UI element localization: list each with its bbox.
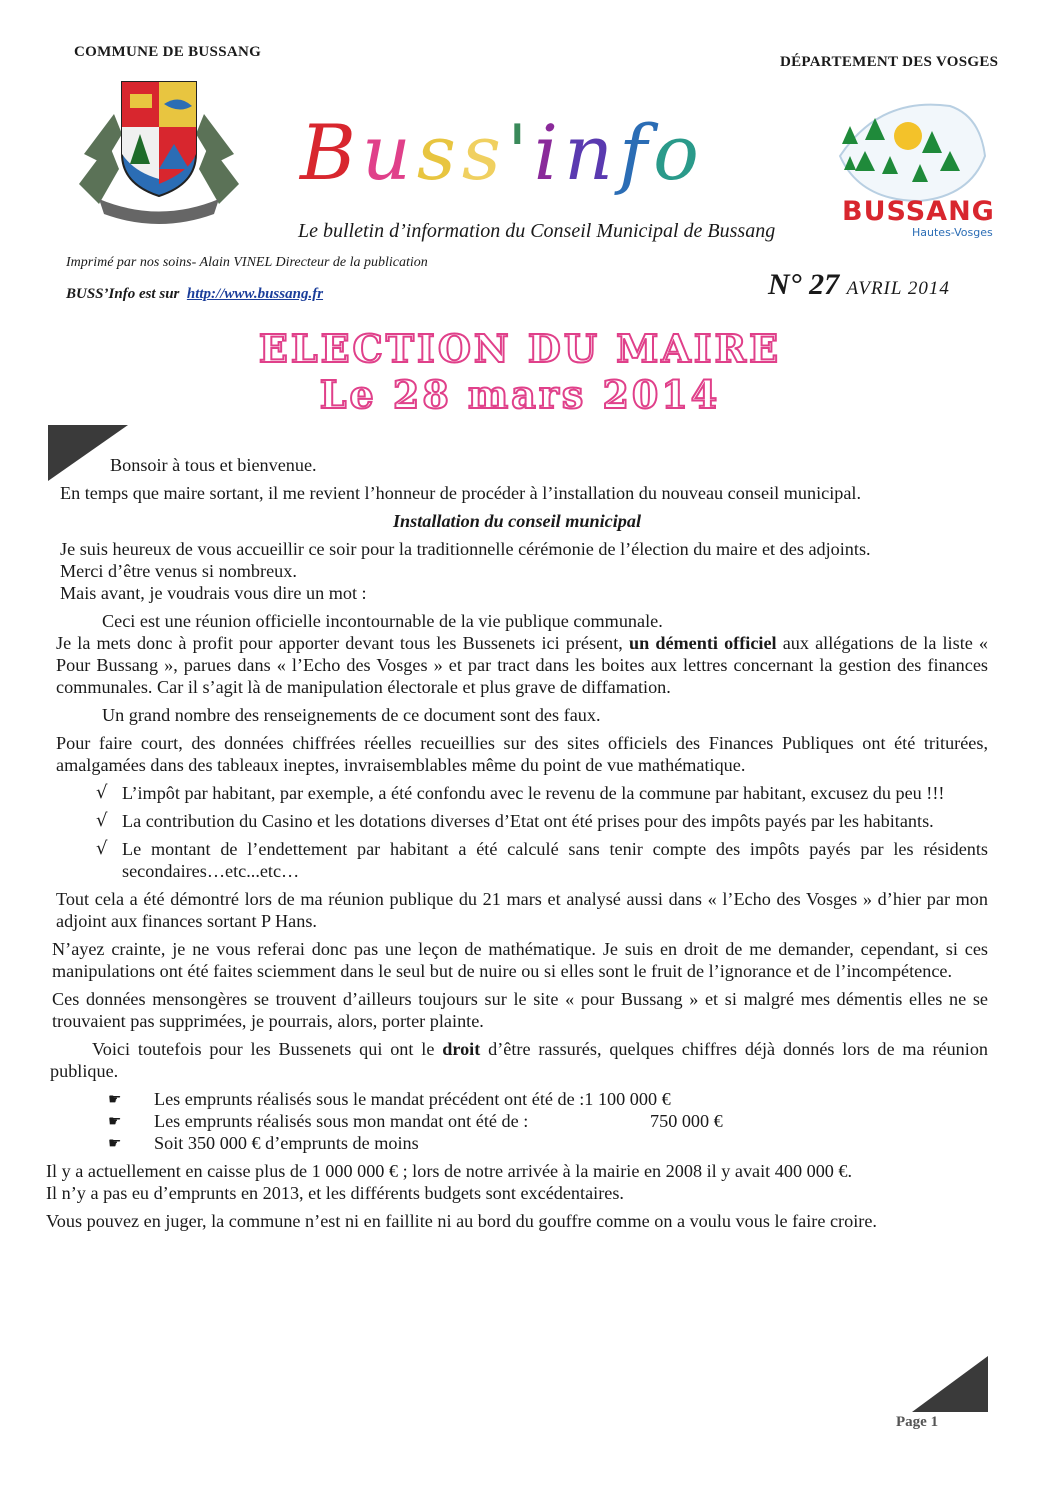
- newsletter-subtitle: Le bulletin d’information du Conseil Municipal de Bussang: [298, 220, 776, 242]
- section-title: Installation du conseil municipal: [392, 511, 642, 531]
- check-item: [46, 838, 988, 882]
- paragraph: Ces données mensongères se trouvent d’ailleurs toujours sur le site « pour Bussang » et si malgré mes démentis elles ne se trouvaient pas supprimées, je pourrais, alors, porter plainte.: [52, 989, 988, 1031]
- check-icon: √: [96, 782, 108, 803]
- check-icon: √: [96, 838, 108, 859]
- paragraph: En temps que maire sortant, il me revient l’honneur de procéder à l’installation du nouveau conseil municipal.: [60, 483, 862, 503]
- newsletter-title: Buss'info: [300, 108, 705, 197]
- paragraph: Vous pouvez en juger, la commune n’est ni en faillite ni au bord du gouffre comme on a voulu vous le faire croire.: [46, 1211, 877, 1231]
- headline-line-2: Le 28 mars 2014: [319, 372, 721, 417]
- paragraph: Un grand nombre des renseignements de ce document sont des faux.: [102, 705, 601, 725]
- website-link[interactable]: http://www.bussang.fr: [186, 286, 324, 302]
- publisher-line: Imprimé par nos soins- Alain VINEL Directeur de la publication: [66, 255, 428, 270]
- greeting: Bonsoir à tous et bienvenue.: [110, 455, 317, 475]
- list-item: [46, 1088, 988, 1110]
- text-span: aux allégations de la liste « Pour Bussang », parues dans « l’Echo des Vosges » et par tract dans les boites aux lettres concernant la gestion des finances communales. Car il s’agit là de manipulation électorale et plus grave de diffamation.: [56, 633, 989, 697]
- website-line: [66, 286, 323, 303]
- check-text: Le montant de l’endettement par habitant a été calculé sans tenir compte des impôts payés par les résidents secondaires…etc...etc…: [122, 839, 988, 881]
- text-span: Je la mets donc à profit pour apporter devant tous les Bussenets ici présent,: [56, 633, 623, 653]
- list-item-amount: 750 000 €: [650, 1111, 723, 1131]
- paragraph: Je suis heureux de vous accueillir ce soir pour la traditionnelle cérémonie de l’élection du maire et des adjoints.: [60, 539, 871, 559]
- paragraph: [46, 632, 988, 698]
- check-item: [46, 782, 988, 804]
- pointing-hand-icon: ☛: [108, 1112, 122, 1130]
- departement-label: DÉPARTEMENT DES VOSGES: [780, 54, 999, 70]
- check-item: [46, 810, 988, 832]
- emphasis: droit: [442, 1039, 481, 1059]
- issue-info: [768, 268, 950, 302]
- list-item-text: Les emprunts réalisés sous mon mandat ont été de :: [154, 1111, 529, 1131]
- issue-date: AVRIL 2014: [846, 278, 950, 299]
- paragraph: Pour faire court, des données chiffrées réelles recueillies sur des sites officiels des Finances Publiques ont été triturées, amalgamées dans des tableaux ineptes, invraisemblables même du point de vue mathématique.: [56, 733, 988, 775]
- paragraph: Il y a actuellement en caisse plus de 1 000 000 € ; lors de notre arrivée à la mairie en 2008 il y avait 400 000 €.: [46, 1161, 853, 1181]
- paragraph: Tout cela a été démontré lors de ma réunion publique du 21 mars et analysé aussi dans « l’Echo des Vosges » d’hier par mon adjoint aux finances sortant P Hans.: [56, 889, 988, 931]
- issue-number: N° 27: [768, 268, 840, 301]
- text-span: d’être rassurés, quelques chiffres déjà donnés lors de ma réunion publique.: [50, 1039, 989, 1081]
- commune-label: COMMUNE DE BUSSANG: [74, 44, 262, 60]
- emphasis: un démenti officiel: [628, 633, 777, 653]
- website-label: BUSS’Info est sur: [66, 286, 180, 302]
- paragraph: Ceci est une réunion officielle incontournable de la vie publique communale.: [102, 611, 663, 631]
- check-text: La contribution du Casino et les dotations diverses d’Etat ont été prises pour des impôts payés par les habitants.: [122, 811, 934, 831]
- list-item-amount: 1 100 000 €: [584, 1089, 671, 1109]
- list-item-text: Soit 350 000 € d’emprunts de moins: [154, 1133, 419, 1153]
- bussang-logo: [820, 96, 1005, 246]
- list-item-text: Les emprunts réalisés sous le mandat précédent ont été de :: [154, 1089, 585, 1109]
- list-item: [46, 1132, 988, 1154]
- check-text: L’impôt par habitant, par exemple, a été confondu avec le revenu de la commune par habitant, excusez du peu !!!: [122, 783, 945, 803]
- article-body: [46, 454, 988, 1232]
- paragraph: Mais avant, je voudrais vous dire un mot :: [60, 583, 367, 603]
- paragraph: Il n’y a pas eu d’emprunts en 2013, et les différents budgets sont excédentaires.: [46, 1183, 624, 1203]
- logo-text: BUSSANG: [842, 196, 995, 227]
- headline-line-1: ELECTION DU MAIRE: [258, 326, 782, 371]
- paragraph: [46, 1038, 988, 1082]
- pointing-hand-icon: ☛: [108, 1134, 122, 1152]
- check-icon: √: [96, 810, 108, 831]
- pointing-hand-icon: ☛: [108, 1090, 122, 1108]
- paragraph: Merci d’être venus si nombreux.: [60, 561, 297, 581]
- corner-triangle-bottom: [912, 1356, 988, 1412]
- coat-of-arms-icon: [74, 74, 244, 234]
- logo-subtext: Hautes-Vosges: [912, 226, 993, 239]
- list-item: [46, 1110, 988, 1132]
- page-number: Page 1: [896, 1414, 939, 1430]
- text-span: Voici toutefois pour les Bussenets qui ont le: [92, 1039, 435, 1059]
- paragraph: N’ayez crainte, je ne vous referai donc pas une leçon de mathématique. Je suis en droit de me demander, cependant, si ces manipulations ont été faites sciemment dans le seul but de nuire ou si elles sont le fruit de l’ignorance et de l’incompétence.: [52, 939, 988, 981]
